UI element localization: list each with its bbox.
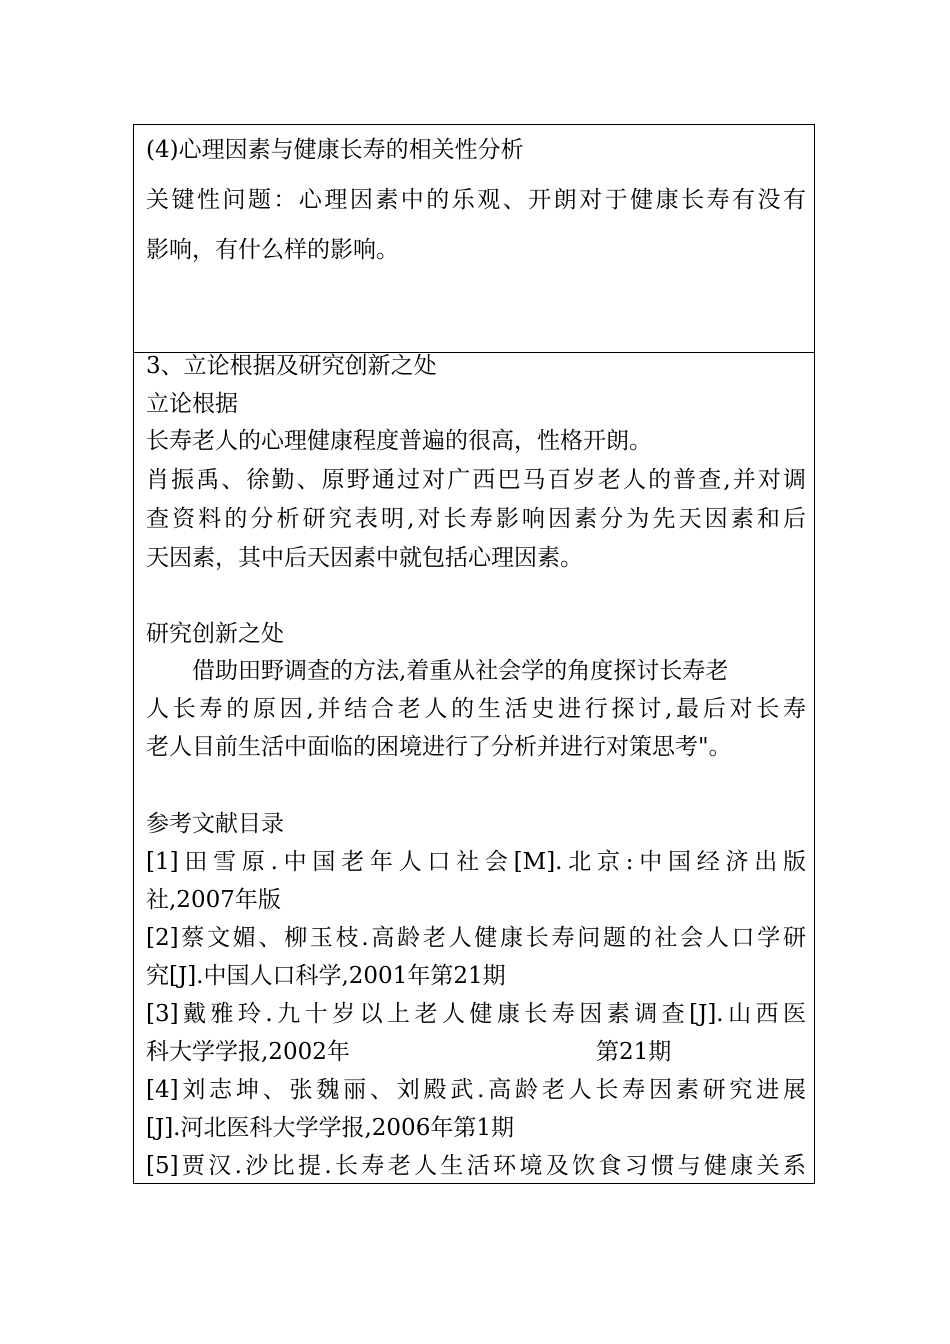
reference-3-line-1: [3]戴雅玲.九十岁以上老人健康长寿因素调查[J].山西医 [146, 1001, 806, 1027]
reference-3-line-2b: 第21期 [596, 1039, 672, 1065]
reference-4-line-1: [4]刘志坤、张魏丽、刘殿武.高龄老人长寿因素研究进展 [146, 1077, 806, 1103]
reference-3-line-2a: 科大学学报,2002年 [146, 1039, 350, 1065]
reference-2-line-2: 究[J].中国人口科学,2001年第21期 [146, 963, 506, 989]
innovation-title: 研究创新之处 [146, 621, 284, 647]
basis-paragraph-2-line-1: 肖振禹、徐勤、原野通过对广西巴马百岁老人的普查,并对调 [146, 467, 806, 493]
reference-1-line-2: 社,2007年版 [146, 887, 281, 913]
key-question-line-2: 影响，有什么样的影响。 [146, 237, 399, 263]
proposal-table [133, 124, 815, 1184]
basis-paragraph-2-line-2: 查资料的分析研究表明,对长寿影响因素分为先天因素和后 [146, 506, 806, 532]
table-cell-basis [134, 353, 814, 1185]
basis-paragraph-2-line-3: 天因素，其中后天因素中就包括心理因素。 [146, 545, 583, 571]
key-question-line-1: 关键性问题：心理因素中的乐观、开朗对于健康长寿有没有 [146, 187, 806, 213]
reference-1-line-1: [1]田雪原.中国老年人口社会[M].北京:中国经济出版 [146, 849, 806, 875]
section-title: 3、立论根据及研究创新之处 [146, 353, 437, 379]
innovation-line-2: 人长寿的原因,并结合老人的生活史进行探讨,最后对长寿 [146, 696, 806, 722]
innovation-line-3: 老人目前生活中面临的困境进行了分析并进行对策思考"。 [146, 734, 732, 760]
innovation-line-1: 借助田野调查的方法,着重从社会学的角度探讨长寿老 [192, 658, 729, 684]
basis-paragraph-1: 长寿老人的心理健康程度普遍的很高，性格开朗。 [146, 428, 652, 454]
reference-2-line-1: [2]蔡文媚、柳玉枝.高龄老人健康长寿问题的社会人口学研 [146, 925, 806, 951]
table-cell-analysis [134, 125, 814, 353]
reference-5-line-1: [5]贾汉.沙比提.长寿老人生活环境及饮食习惯与健康关系 [146, 1153, 806, 1179]
basis-title: 立论根据 [146, 391, 238, 417]
analysis-heading: (4)心理因素与健康长寿的相关性分析 [146, 137, 524, 163]
reference-4-line-2: [J].河北医科大学学报,2006年第1期 [146, 1115, 514, 1141]
references-title: 参考文献目录 [146, 811, 284, 837]
